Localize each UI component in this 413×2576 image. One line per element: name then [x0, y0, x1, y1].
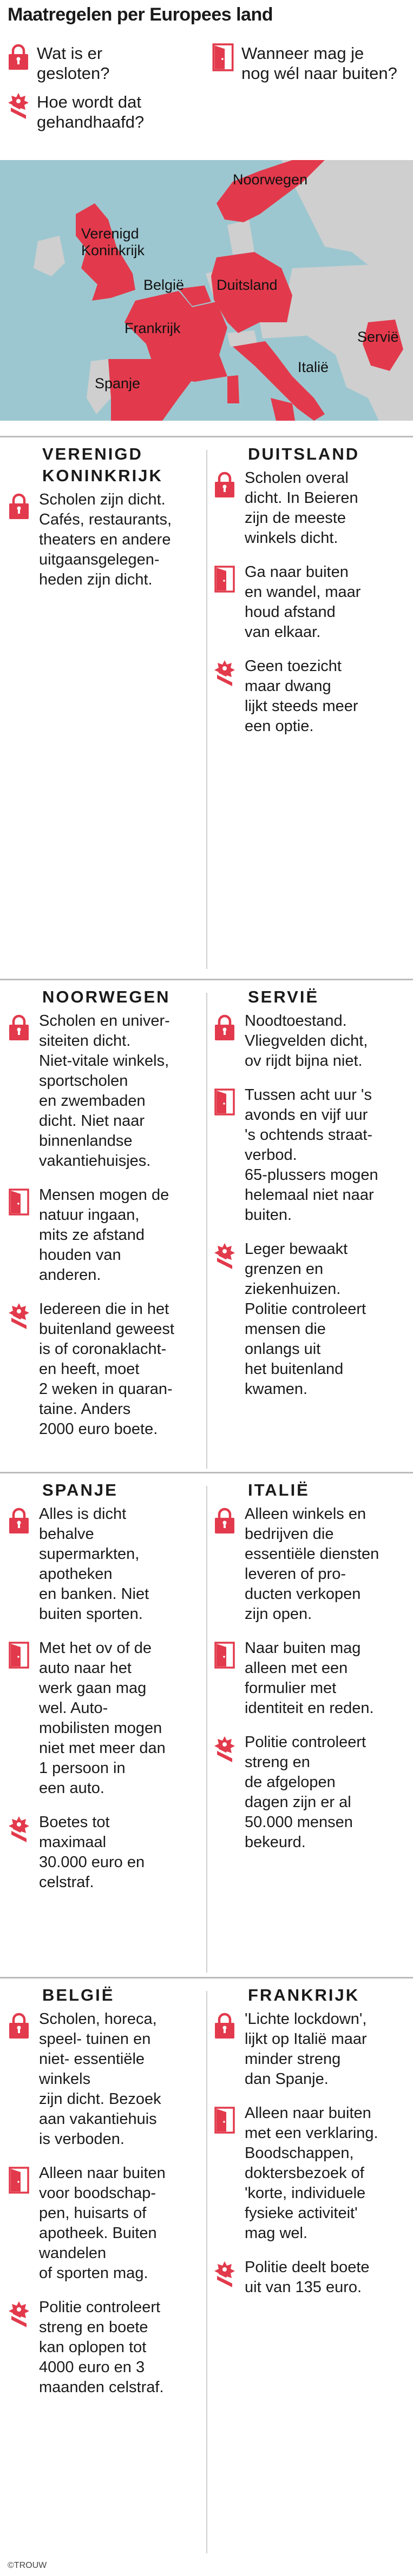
land-austria — [260, 320, 306, 338]
closed-text: Scholen zijn dicht. Cafés, restaurants, theaters en andere uitgaansgelegen- heden zijn dicht. — [39, 491, 172, 588]
country-panel-belgie — [6, 1984, 201, 2412]
country-name: SERVIË — [248, 987, 319, 1006]
open-door-icon — [212, 1638, 237, 1669]
closed-entry — [6, 1504, 201, 1624]
police-badge-icon — [6, 1813, 31, 1843]
closed-entry — [212, 1011, 407, 1071]
padlock-icon — [6, 2009, 31, 2040]
enforced-text: Politie controleert streng en de afgelopen dagen zijn er al 50.000 mensen bekeurd. — [245, 1734, 366, 1851]
country-panel-spanje — [6, 1479, 201, 1907]
closed-text: 'Lichte lockdown', lijkt op Italië maar minder streng dan Spanje. — [245, 2010, 367, 2088]
outside-text: Alleen naar buiten met een verklaring. Boodschappen, doktersbezoek of 'korte, individuele fysieke activiteit' mag wel. — [245, 2104, 378, 2242]
country-name: FRANKRIJK — [248, 1986, 360, 2004]
enforced-entry — [6, 1813, 201, 1893]
map-label-uk-2: Koninkrijk — [81, 242, 145, 258]
legend-outside-label: Wanneer mag je nog wél naar buiten? — [241, 44, 397, 83]
padlock-icon — [6, 1011, 31, 1041]
padlock-icon — [6, 490, 31, 520]
closed-text: Noodtoestand. Vliegvelden dicht, ov rijdt bijna niet. — [245, 1012, 368, 1070]
section-divider — [0, 1977, 413, 1979]
closed-text: Scholen en univer- siteiten dicht. Niet-vitale winkels, sportscholen en zwembaden dicht. Niet naar binnenlandse vakantiehuisjes. — [39, 1012, 170, 1170]
outside-text: Ga naar buiten en wandel, maar houd afstand van elkaar. — [245, 563, 361, 641]
column-divider — [206, 450, 207, 969]
closed-text: Scholen overal dicht. In Beieren zijn de meeste winkels dicht. — [245, 469, 358, 547]
enforced-entry — [212, 1732, 407, 1853]
outside-text: Naar buiten mag alleen met een formulier met identiteit en reden. — [245, 1639, 374, 1717]
padlock-icon — [212, 468, 237, 499]
column-divider — [206, 1486, 207, 1973]
open-door-icon — [212, 43, 234, 71]
country-panel-uk — [6, 443, 201, 604]
outside-entry — [212, 1638, 407, 1718]
column-divider — [206, 993, 207, 1469]
enforced-entry — [6, 1299, 201, 1439]
island-sardinia — [227, 375, 239, 403]
padlock-icon — [6, 1504, 31, 1535]
legend-enforced — [8, 92, 144, 132]
enforced-text: Politie controleert streng en boete kan oplopen tot 4000 euro en 3 maanden celstraf. — [39, 2299, 164, 2396]
legend — [0, 36, 413, 160]
section-divider — [0, 979, 413, 980]
police-badge-icon — [212, 1732, 237, 1763]
country-name: SPANJE — [42, 1480, 118, 1499]
enforced-entry — [6, 2298, 201, 2398]
closed-entry — [212, 1504, 407, 1624]
enforced-entry — [212, 656, 407, 736]
padlock-icon — [8, 43, 29, 71]
padlock-icon — [212, 2009, 237, 2040]
legend-closed-label: Wat is er gesloten? — [37, 44, 110, 83]
outside-entry — [6, 1185, 201, 1285]
credit-text: ©TROUW — [8, 2561, 47, 2570]
police-badge-icon — [212, 656, 237, 687]
enforced-text: Geen toezicht maar dwang lijkt steeds meer een optie. — [245, 658, 358, 735]
closed-entry — [6, 2009, 201, 2149]
enforced-text: Boetes tot maximaal 30.000 euro en celstraf. — [39, 1814, 145, 1891]
police-badge-icon — [6, 2298, 31, 2328]
open-door-icon — [6, 2163, 31, 2194]
outside-text: Alleen naar buiten voor boodschap- pen, huisarts of apotheek. Buiten wandelen of sporten mag. — [39, 2165, 166, 2282]
police-badge-icon — [212, 2258, 237, 2288]
map-label-uk-1: Verenigd — [81, 225, 139, 242]
country-name: VERENIGD KONINKRIJK — [42, 444, 163, 485]
map-label-servie: Servië — [357, 329, 399, 345]
police-badge-icon — [6, 1299, 31, 1330]
closed-text: Alleen winkels en bedrijven die essentiële diensten leveren of pro- ducten verkopen zijn open. — [245, 1505, 379, 1623]
legend-enforced-label: Hoe wordt dat gehandhaafd? — [37, 92, 145, 131]
country-name: BELGIË — [42, 1986, 115, 2004]
outside-entry — [212, 1085, 407, 1225]
country-panel-duitsland — [212, 443, 407, 751]
closed-entry — [212, 2009, 407, 2089]
section-divider — [0, 436, 413, 437]
legend-closed — [8, 43, 109, 83]
country-panel-noorwegen — [6, 986, 201, 1453]
closed-entry — [212, 468, 407, 548]
police-badge-icon — [8, 92, 29, 120]
closed-entry — [6, 1011, 201, 1171]
padlock-icon — [212, 1504, 237, 1535]
map-label-duitsland: Duitsland — [217, 277, 278, 293]
country-panel-italie — [212, 1479, 407, 1867]
padlock-icon — [212, 1011, 237, 1041]
open-door-icon — [212, 2103, 237, 2134]
country-panel-frankrijk — [212, 1984, 407, 2312]
closed-entry — [6, 490, 201, 590]
enforced-entry — [212, 1239, 407, 1399]
enforced-entry — [212, 2258, 407, 2298]
closed-text: Alles is dicht behalve supermarkten, apotheken en banken. Niet buiten sporten. — [39, 1505, 149, 1623]
country-name: NOORWEGEN — [42, 987, 171, 1006]
country-name: DUITSLAND — [248, 444, 360, 463]
outside-entry — [212, 2103, 407, 2243]
column-divider — [206, 1991, 207, 2553]
outside-text: Tussen acht uur 's avonds en vijf uur 's ochtends straat- verbod. 65-plussers mogen helemaal niet naar buiten. — [245, 1086, 378, 1224]
map-label-noorwegen: Noorwegen — [233, 171, 308, 188]
country-name: ITALIË — [248, 1480, 310, 1499]
outside-text: Met het ov of de auto naar het werk gaan mag wel. Auto- mobilisten mogen niet met meer dan 1 persoon in een auto. — [39, 1639, 166, 1797]
section-divider — [0, 1472, 413, 1473]
map-label-frankrijk: Frankrijk — [124, 320, 181, 336]
europe-map — [0, 160, 413, 421]
outside-entry — [6, 1638, 201, 1798]
open-door-icon — [212, 1085, 237, 1116]
open-door-icon — [6, 1185, 31, 1216]
enforced-text: Politie deelt boete uit van 135 euro. — [245, 2259, 370, 2296]
legend-outside — [212, 43, 397, 83]
page-title: Maatregelen per Europees land — [8, 4, 273, 25]
outside-text: Mensen mogen de natuur ingaan, mits ze afstand houden van anderen. — [39, 1186, 169, 1284]
map-label-italie: Italië — [298, 359, 329, 375]
map-label-spanje: Spanje — [95, 375, 141, 391]
map-label-belgie: België — [143, 277, 185, 293]
enforced-text: Leger bewaakt grenzen en ziekenhuizen. Politie controleert mensen die onlangs uit het buitenland kwamen. — [245, 1240, 366, 1398]
outside-entry — [6, 2163, 201, 2283]
open-door-icon — [6, 1638, 31, 1669]
police-badge-icon — [212, 1239, 237, 1270]
enforced-text: Iedereen die in het buitenland geweest is of coronaklacht- en heeft, moet 2 weken in quaran- taine. Anders 2000 euro boete. — [39, 1300, 174, 1438]
country-panel-servie — [212, 986, 407, 1413]
closed-text: Scholen, horeca, speel- tuinen en niet- essentiële winkels zijn dicht. Bezoek aan vakantiehuis is verboden. — [39, 2010, 161, 2148]
outside-entry — [212, 562, 407, 642]
open-door-icon — [212, 562, 237, 593]
